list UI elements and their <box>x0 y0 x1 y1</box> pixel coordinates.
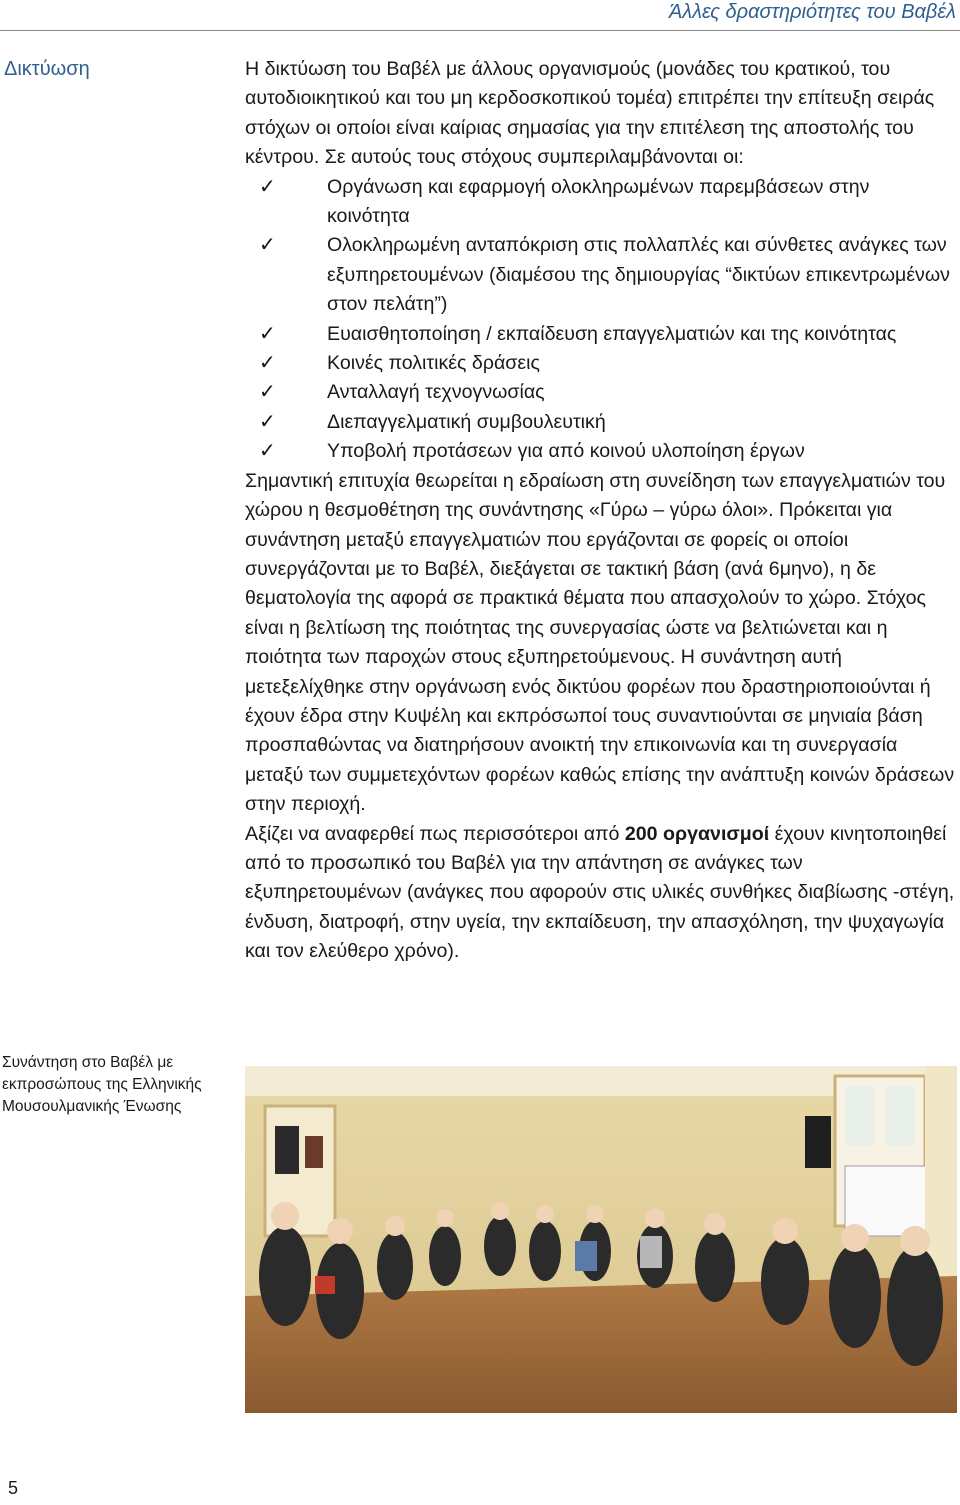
paragraph-3-emphasis: 200 οργανισμοί <box>624 822 770 845</box>
checkmark-icon: ✓ <box>259 410 276 433</box>
meeting-photo <box>245 1066 957 1413</box>
paragraph-3-end: έχουν κινητοποιηθεί από το προσωπικό του Βαβέλ για την απάντηση σε ανάγκες των εξυπηρετουμένων (ανάγκες που αφορούν στις υλικές συνθήκες διαβίωσης -στέγη, ένδυση, διατροφή, στην υγεία, την εκπαίδευση, την απασχόληση, την ψυχαγωγία και τον ελεύθερο χρόνο). <box>245 822 955 963</box>
intro-paragraph: Η δικτύωση του Βαβέλ με άλλους οργανισμούς (μονάδες του κρατικού, του αυτοδιοικητικού και του μη κερδοσκοπικού τομέα) επιτρέπει την επίτευξη σειράς στόχων οι οποίοι είναι καίριας σημασίας για την επιτέλεση της αποστολής του κέντρου. Σε αυτούς τους στόχους συμπεριλαμβάνονται οι: <box>245 58 935 169</box>
checkmark-icon: ✓ <box>259 234 276 257</box>
goal-text: Οργάνωση και εφαρμογή ολοκληρωμένων παρεμβάσεων στην κοινότητα <box>327 175 870 228</box>
checkmark-icon: ✓ <box>259 322 276 345</box>
list-item <box>259 231 957 319</box>
list-item <box>259 320 957 349</box>
paragraph-2: Σημαντική επιτυχία θεωρείται η εδραίωση στη συνείδηση των επαγγελματιών του χώρου η θεσμοθέτηση της συνάντησης «Γύρω – γύρω όλοι». Πρόκειται για συνάντηση μεταξύ επαγγελματιών που εργάζονται σε φορείς οι οποίοι συνεργάζονται με το Βαβέλ, διεξάγεται σε τακτική βάση (ανά 6μηνο), η δε θεματολογία της αφορά σε πρακτικά θέματα που απασχολούν το χώρο. Στόχος είναι η βελτίωση της ποιότητας της συνεργασίας ώστε να βελτιώνεται και η ποιότητα των παροχών στους εξυπηρετούμενους. Η συνάντηση αυτή μετεξελίχθηκε στην οργάνωση ενός δικτύου φορέων που δραστηριοποιούνται ή έχουν έδρα στην Κυψέλη και εκπρόσωποί τους συναντιούνται σε μηνιαία βάση προσπαθώντας να διατηρήσουν ανοικτή την επικοινωνία και τη συνεργασία μεταξύ των συμμετεχόντων φορέων καθώς επίσης την ανάπτυξη κοινών δράσεων στην περιοχή. <box>245 469 955 816</box>
header-rule <box>0 30 960 31</box>
goal-text: Ολοκληρωμένη ανταπόκριση στις πολλαπλές και σύνθετες ανάγκες των εξυπηρετουμένων (διαμέσου της δημιουργίας “δικτύων επικεντρωμένων στον πελάτη”) <box>327 234 950 316</box>
goal-text: Διεπαγγελματική συμβουλευτική <box>327 410 606 433</box>
goal-text: Ανταλλαγή τεχνογνωσίας <box>327 381 545 404</box>
goal-text: Κοινές πολιτικές δράσεις <box>327 352 540 375</box>
page-number: 5 <box>8 1478 19 1498</box>
goal-text: Ευαισθητοποίηση / εκπαίδευση επαγγελματιών και της κοινότητας <box>327 322 897 345</box>
list-item <box>259 349 957 378</box>
list-item <box>259 378 957 407</box>
running-header: Άλλες δραστηριότητες του Βαβέλ <box>668 1 956 23</box>
list-item <box>259 408 957 437</box>
meeting-photo-illustration <box>245 1066 957 1413</box>
checkmark-icon: ✓ <box>259 381 276 404</box>
body-text <box>245 55 957 967</box>
photo-caption: Συνάντηση στο Βαβέλ με εκπροσώπους της Ελληνικής Μουσουλμανικής Ένωσης <box>2 1054 202 1115</box>
paragraph-3 <box>245 820 957 967</box>
goals-list <box>245 173 957 467</box>
list-item <box>259 437 957 466</box>
checkmark-icon: ✓ <box>259 352 276 375</box>
list-item <box>259 173 957 232</box>
checkmark-icon: ✓ <box>259 175 276 198</box>
paragraph-3-start: Αξίζει να αναφερθεί πως περισσότεροι από <box>245 822 625 845</box>
checkmark-icon: ✓ <box>259 440 276 463</box>
section-title: Δικτύωση <box>4 58 90 80</box>
goal-text: Υποβολή προτάσεων για από κοινού υλοποίηση έργων <box>327 440 805 463</box>
